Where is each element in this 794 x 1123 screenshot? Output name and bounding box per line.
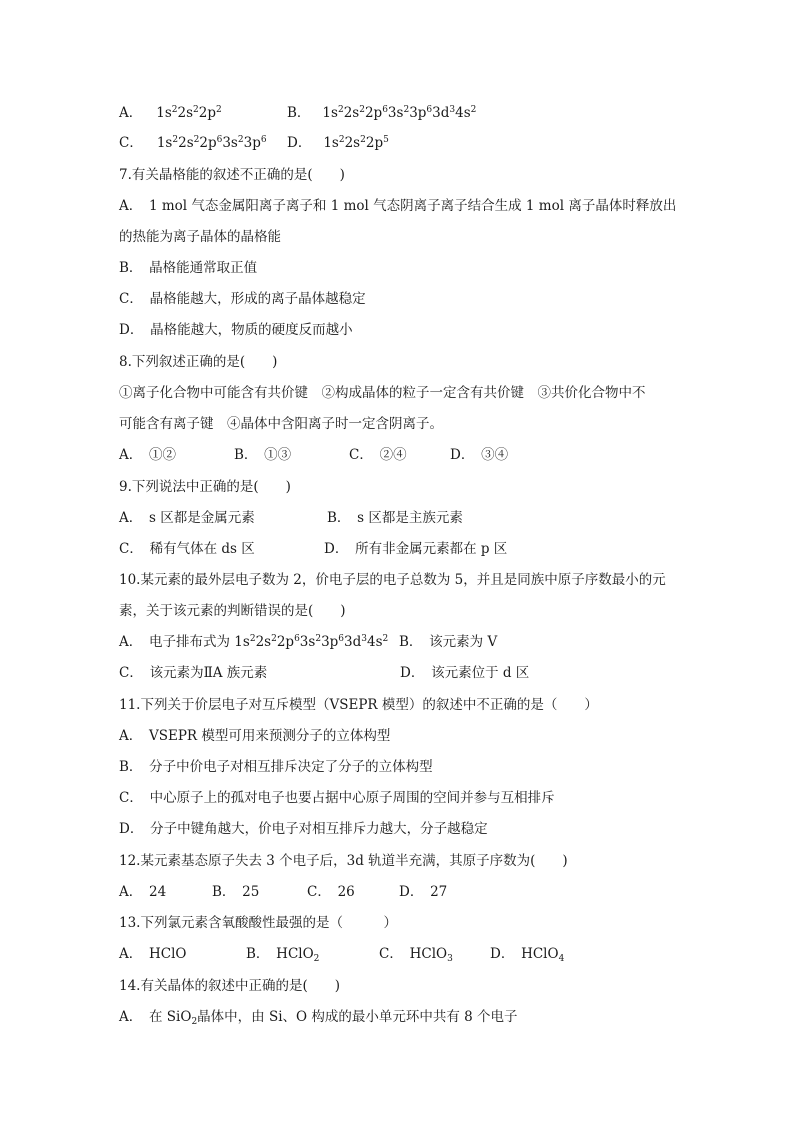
q10-option-d: D． 该元素位于 d 区	[400, 665, 530, 681]
option-formula: HClO$_3$	[409, 946, 453, 964]
q10-option-b: B． 该元素为 V	[399, 634, 498, 650]
q8-option-d: D． ③④	[450, 447, 509, 463]
q9-option-c: C． 稀有气体在 ds 区	[119, 541, 255, 557]
q11-option-b: B． 分子中价电子对相互排斥决定了分子的立体构型	[119, 759, 433, 775]
q9-stem: 9.下列说法中正确的是( )	[119, 479, 291, 495]
option-formula: SiO$_2$	[166, 1009, 198, 1027]
q13-option-a	[119, 945, 187, 963]
q14-option-a	[119, 1008, 518, 1026]
option-formula: $1s^22s^22p^2$	[156, 105, 222, 121]
option-formula: HClO$_2$	[276, 946, 320, 964]
option-formula: $1s^22s^22p^63s^23p^63d^34s^2$	[322, 105, 477, 121]
option-prefix: A． 电子排布式为	[119, 634, 235, 650]
q7-option-a-line2: 的热能为离子晶体的晶格能	[119, 229, 281, 245]
q8-option-c: C． ②④	[349, 447, 407, 463]
option-letter: B．	[246, 946, 277, 962]
option-suffix: 晶体中，由 Si、O 构成的最小单元环中共有 8 个电子	[197, 1009, 518, 1025]
q13-option-b	[246, 945, 319, 963]
option-letter: B．	[287, 105, 311, 121]
q7-option-a-line1: A． 1 mol 气态金属阳离子离子和 1 mol 气态阴离子离子结合生成 1 mol 离子晶体时释放出	[119, 198, 677, 214]
option-letter: A．	[119, 946, 149, 962]
q12-option-a: A． 24	[119, 884, 167, 900]
q7-option-d: D． 晶格能越大，物质的硬度反而越小	[119, 322, 353, 338]
option-formula: HClO$_4$	[521, 946, 565, 964]
q12-option-c: C． 26	[307, 884, 355, 900]
q12-stem: 12.某元素基态原子失去 3 个电子后，3d 轨道半充满，其原子序数为( )	[119, 853, 568, 869]
option-formula: $1s^22s^22p^63s^23p^6$	[156, 135, 267, 151]
q13-option-d	[490, 945, 564, 963]
q8-body-line1: ①离子化合物中可能含有共价键 ②构成晶体的粒子一定含有共价键 ③共价化合物中不	[119, 385, 646, 401]
option-formula: $1s^22s^22p^5$	[323, 135, 389, 151]
q9-option-a: A． s 区都是金属元素	[119, 510, 255, 526]
q8-option-b: B． ①③	[234, 447, 292, 463]
q14-stem: 14.有关晶体的叙述中正确的是( )	[119, 978, 341, 994]
q11-option-a: A． VSEPR 模型可用来预测分子的立体构型	[119, 728, 391, 744]
q7-stem: 7.有关晶格能的叙述不正确的是( )	[119, 167, 345, 183]
q6-option-d	[287, 134, 389, 152]
q10-stem-line2: 素，关于该元素的判断错误的是( )	[119, 603, 346, 619]
q9-option-b: B． s 区都是主族元素	[327, 510, 463, 526]
q11-option-c: C． 中心原子上的孤对电子也要占据中心原子周围的空间并参与互相排斥	[119, 790, 555, 806]
q7-option-b: B． 晶格能通常取正值	[119, 260, 258, 276]
q7-option-c: C． 晶格能越大，形成的离子晶体越稳定	[119, 291, 366, 307]
option-formula: HClO	[149, 946, 187, 962]
q11-stem: 11.下列关于价层电子对互斥模型（VSEPR 模型）的叙述中不正确的是（ ）	[119, 697, 598, 713]
q6-option-b	[287, 104, 476, 122]
q12-option-d: D． 27	[399, 884, 448, 900]
q6-option-a	[119, 104, 222, 122]
q12-option-b: B． 25	[212, 884, 260, 900]
q8-option-a: A． ①②	[119, 447, 176, 463]
q13-stem: 13.下列氯元素含氧酸酸性最强的是（ ）	[119, 915, 397, 931]
q10-option-c: C． 该元素为ⅡA 族元素	[119, 665, 268, 681]
q13-option-c	[379, 945, 453, 963]
option-letter: C．	[119, 135, 143, 151]
option-letter: D．	[287, 135, 312, 151]
option-formula: $1s^22s^22p^63s^23p^63d^34s^2$	[234, 634, 389, 650]
option-letter: C．	[379, 946, 410, 962]
q9-option-d: D． 所有非金属元素都在 p 区	[324, 541, 508, 557]
q10-option-a	[119, 633, 388, 651]
q6-option-c	[119, 134, 267, 152]
q10-stem-line1: 10.某元素的最外层电子数为 2，价电子层的电子总数为 5，并且是同族中原子序数最小的元	[119, 572, 666, 588]
q8-body-line2: 可能含有离子键 ④晶体中含阳离子时一定含阴离子。	[119, 416, 443, 432]
option-letter: D．	[490, 946, 522, 962]
option-prefix: A． 在	[119, 1009, 167, 1025]
q11-option-d: D． 分子中键角越大，价电子对相互排斥力越大，分子越稳定	[119, 821, 488, 837]
option-letter: A．	[119, 105, 143, 121]
q8-stem: 8.下列叙述正确的是( )	[119, 354, 278, 370]
